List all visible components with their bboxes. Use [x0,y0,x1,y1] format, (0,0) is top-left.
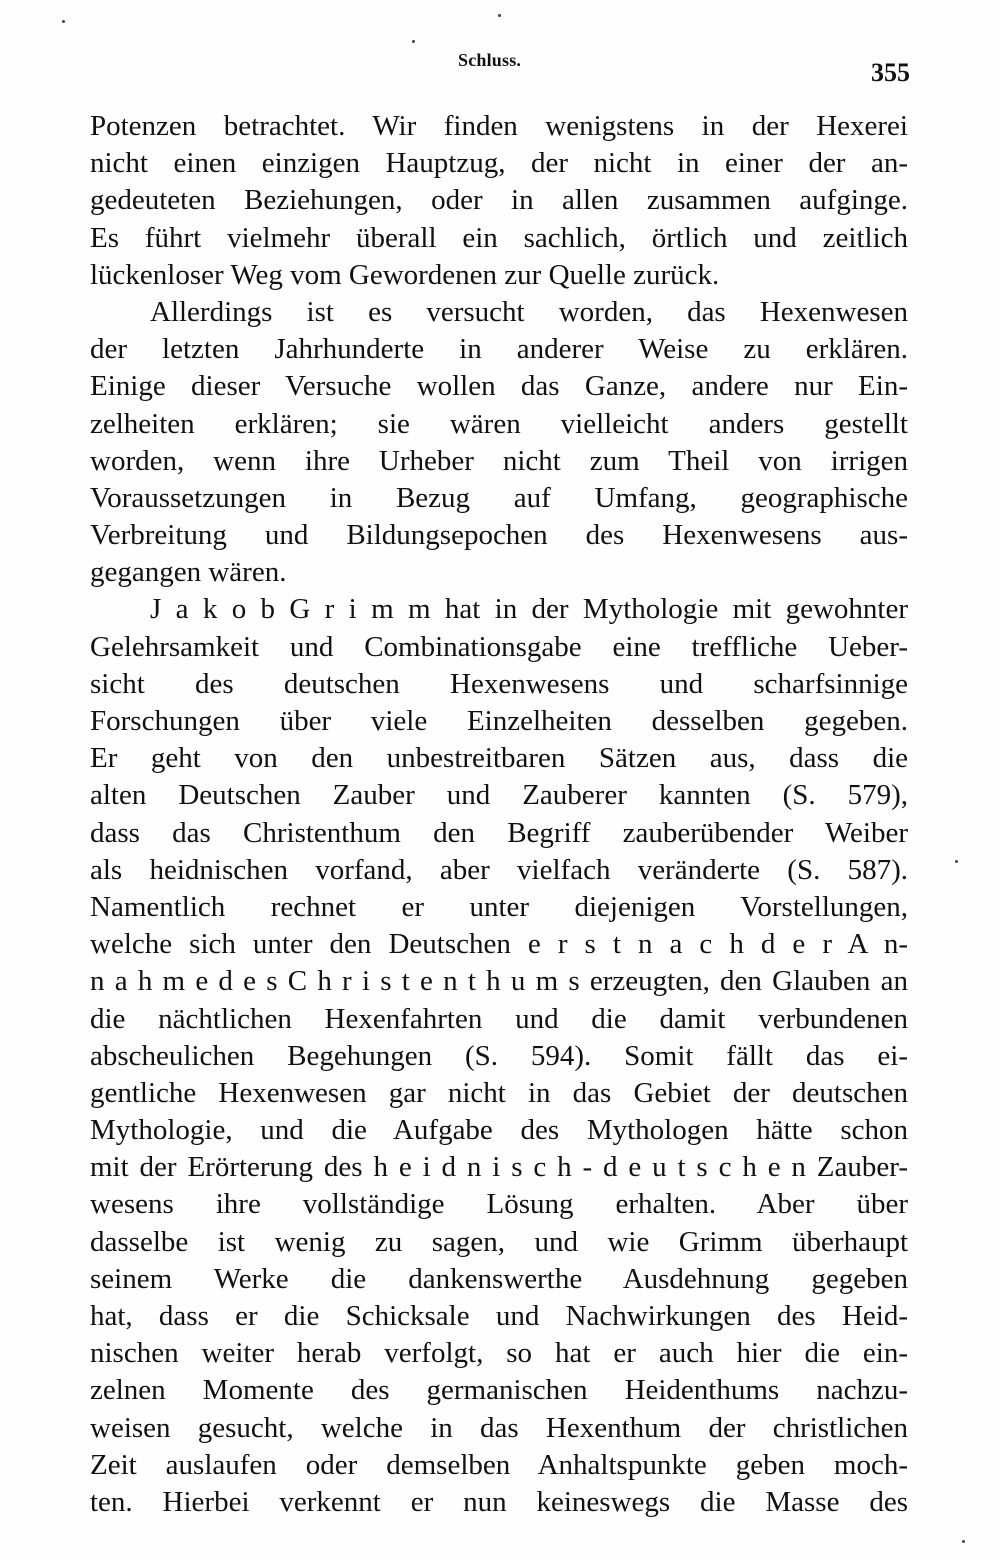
text-line: Forschungen über viele Einzelheiten desselben gegeben. [90,705,908,737]
text-line: nischen weiter herab verfolgt, so hat er auch hier die ein- [90,1337,908,1370]
text-line: zelnen Momente des germanischen Heidenthums nachzu- [90,1374,908,1407]
running-head: Schluss. [458,50,522,70]
text-line: n a h m e d e s C h r i s t e n t h u m s erzeugten, den Glauben an [90,965,908,998]
scan-speck [412,40,415,43]
text-line: gegangen wären. [90,556,287,589]
text-line: seinem Werke die dankenswerthe Ausdehnung gegeben [90,1262,908,1295]
text-line: Zeit auslaufen oder demselben Anhaltspunkte geben moch- [90,1448,908,1481]
text-line: nicht einen einzigen Hauptzug, der nicht in einer der an- [90,147,908,180]
text-line: Gelehrsamkeit und Combinationsgabe eine treffliche Ueber- [90,630,908,663]
text-line: Potenzen betrachtet. Wir finden wenigstens in der Hexerei [90,110,908,142]
text-line: der letzten Jahrhunderte in anderer Weise zu erklären. [90,333,908,366]
text-line: alten Deutschen Zauber und Zauberer kannten (S. 579), [90,779,908,812]
text-line: gentliche Hexenwesen gar nicht in das Gebiet der deutschen [90,1076,908,1109]
text-line: zelheiten erklären; sie wären vielleicht anders gestellt [90,407,908,440]
text-line: J a k o b G r i m m hat in der Mythologie mit gewohnter [150,593,908,626]
scan-speck [62,20,65,23]
text-line: Voraussetzungen in Bezug auf Umfang, geographische [90,481,908,514]
text-line: wesens ihre vollständige Lösung erhalten. Aber über [90,1188,908,1221]
text-line: worden, wenn ihre Urheber nicht zum Theil von irrigen [90,444,908,477]
text-line: Er geht von den unbestreitbaren Sätzen aus, dass die [90,742,908,775]
text-line: welche sich unter den Deutschen e r s t n a c h d e r A n- [90,928,908,961]
text-line: lückenloser Weg vom Gewordenen zur Quelle zurück. [90,258,720,291]
text-line: Mythologie, und die Aufgabe des Mythologen hätte schon [90,1114,908,1147]
text-line: abscheulichen Begehungen (S. 594). Somit fällt das ei- [90,1039,908,1072]
text-line: dasselbe ist wenig zu sagen, und wie Grimm überhaupt [90,1225,908,1258]
text-line: als heidnischen vorfand, aber vielfach veränderte (S. 587). [90,853,908,886]
text-line: Allerdings ist es versucht worden, das Hexenwesen [150,295,908,328]
page-number: 355 [871,58,910,87]
text-line: Verbreitung und Bildungsepochen des Hexenwesens aus- [90,519,908,552]
text-line: Es führt vielmehr überall ein sachlich, örtlich und zeitlich [90,221,908,254]
text-line: mit der Erörterung des h e i d n i s c h - d e u t s c h e n Zauber- [90,1151,908,1184]
text-line: hat, dass er die Schicksale und Nachwirkungen des Heid- [90,1300,908,1332]
text-line: sicht des deutschen Hexenwesens und scharfsinnige [90,667,908,700]
text-line: die nächtlichen Hexenfahrten und die damit verbundenen [90,1002,908,1035]
scan-speck [955,860,958,863]
text-line: weisen gesucht, welche in das Hexenthum der christlichen [90,1411,908,1444]
text-line: dass das Christenthum den Begriff zauberübender Weiber [90,816,908,849]
scan-speck [962,1540,965,1543]
page-header [0,42,1000,87]
text-line: Namentlich rechnet er unter diejenigen Vorstellungen, [90,890,908,923]
body-text [90,108,908,1521]
text-line: Einige dieser Versuche wollen das Ganze, andere nur Ein- [90,370,908,403]
text-line: gedeuteten Beziehungen, oder in allen zusammen aufginge. [90,184,908,217]
scan-speck [498,14,501,17]
text-line: ten. Hierbei verkennt er nun keineswegs die Masse des [90,1485,908,1518]
